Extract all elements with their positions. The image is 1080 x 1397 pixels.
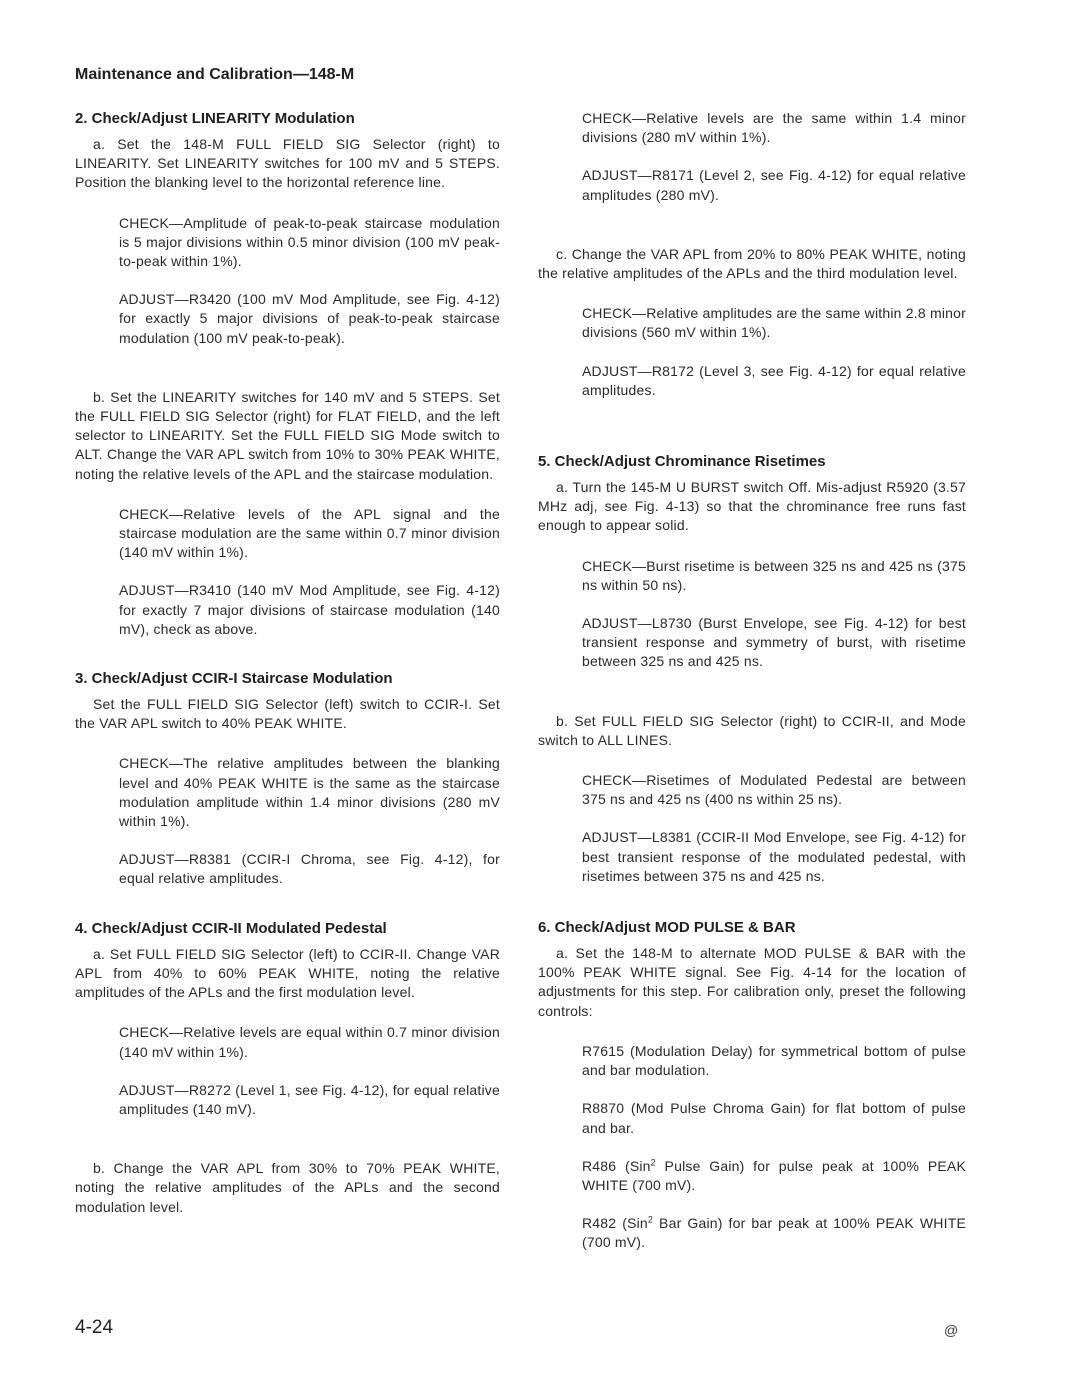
page-number: 4-24 <box>75 1317 114 1338</box>
section-title: 4. Check/Adjust CCIR-II Modulated Pedestal <box>75 919 387 937</box>
step-paragraph: Set the FULL FIELD SIG Selector (left) switch to CCIR-I. Set the VAR APL switch to 40% PEAK WHITE. <box>75 696 500 732</box>
step-paragraph: a. Set the 148-M to alternate MOD PULSE & BAR with the 100% PEAK WHITE signal. See Fig. 4-14 for the location of adjustments for this step. For calibration only, preset the following controls: <box>538 945 966 1019</box>
step-paragraph: a. Set the 148-M FULL FIELD SIG Selector (right) to LINEARITY. Set LINEARITY switches for 100 mV and 5 STEPS. Position the blanking level to the horizontal reference line. <box>75 136 500 191</box>
adjust-paragraph: ADJUST—R3410 (140 mV Mod Amplitude, see Fig. 4-12) for exactly 7 major divisions of staircase modulation (140 mV), check as above. <box>119 582 500 637</box>
step-paragraph: c. Change the VAR APL from 20% to 80% PEAK WHITE, noting the relative amplitudes of the APLs and the third modulation level. <box>538 245 966 282</box>
step-paragraph: a. Turn the 145-M U BURST switch Off. Mis-adjust R5920 (3.57 MHz adj, see Fig. 4-13) so that the chrominance free runs fast enough to appear solid. <box>538 479 966 534</box>
check-paragraph: CHECK—Risetimes of Modulated Pedestal are between 375 ns and 425 ns (400 ns within 25 ns). <box>582 772 966 808</box>
adjust-paragraph: ADJUST—R8172 (Level 3, see Fig. 4-12) for equal relative amplitudes. <box>582 362 966 398</box>
manufacturer-mark: @ <box>944 1322 959 1338</box>
section-chrominance-risetimes <box>538 452 966 886</box>
section-title: 5. Check/Adjust Chrominance Risetimes <box>538 453 826 471</box>
step-paragraph: b. Set the LINEARITY switches for 140 mV and 5 STEPS. Set the FULL FIELD SIG Selector (right) for FLAT FIELD, and the left selector to LINEARITY. Set the FULL FIELD SIG Mode switch to ALT. Change the VAR APL switch from 10% to 30% PEAK WHITE, noting the relative levels of the APL and the staircase modulation. <box>75 388 500 482</box>
check-paragraph: CHECK—Relative levels of the APL signal and the staircase modulation are the same within 0.7 minor division (140 mV within 1%). <box>119 505 500 561</box>
check-paragraph: CHECK—The relative amplitudes between the blanking level and 40% PEAK WHITE is the same as the staircase modulation amplitude within 1.4 minor divisions (280 mV within 1%). <box>119 755 500 830</box>
r482-text-post: Bar Gain) for bar peak at 100% PEAK WHITE (700 mV). <box>582 1215 967 1251</box>
section-ccir-i-staircase <box>75 669 500 889</box>
check-paragraph: CHECK—Burst risetime is between 325 ns and 425 ns (375 ns within 50 ns). <box>582 557 966 593</box>
section-mod-pulse-bar <box>538 918 966 1252</box>
section-ccir-ii-pedestal-continued <box>538 109 966 400</box>
section-title: 6. Check/Adjust MOD PULSE & BAR <box>538 919 796 937</box>
section-title: 2. Check/Adjust LINEARITY Modulation <box>75 110 355 127</box>
section-linearity-modulation <box>75 109 500 639</box>
adjust-paragraph: ADJUST—R8171 (Level 2, see Fig. 4-12) for equal relative amplitudes (280 mV). <box>582 167 966 203</box>
check-paragraph: CHECK—Relative levels are the same within 1.4 minor divisions (280 mV within 1%). <box>582 110 966 146</box>
check-paragraph: CHECK—Relative amplitudes are the same within 2.8 minor divisions (560 mV within 1%). <box>582 305 966 341</box>
control-preset-r482 <box>538 1214 966 1252</box>
adjust-paragraph: ADJUST—R8272 (Level 1, see Fig. 4-12), for equal relative amplitudes (140 mV). <box>119 1081 500 1117</box>
r482-text-pre: R482 (Sin <box>582 1215 648 1232</box>
section-ccir-ii-pedestal <box>75 919 500 1217</box>
control-preset-r7615: R7615 (Modulation Delay) for symmetrical bottom of pulse and bar modulation. <box>582 1042 966 1079</box>
left-column <box>75 109 500 1217</box>
step-paragraph: b. Set FULL FIELD SIG Selector (right) to CCIR-II, and Mode switch to ALL LINES. <box>538 712 966 748</box>
adjust-paragraph: ADJUST—L8730 (Burst Envelope, see Fig. 4-12) for best transient response and symmetry of burst, with risetime between 325 ns and 425 ns. <box>582 615 966 670</box>
page-header: Maintenance and Calibration—148-M <box>75 66 355 83</box>
right-column <box>538 109 966 1253</box>
r486-text-pre: R486 (Sin <box>582 1157 651 1174</box>
adjust-paragraph: ADJUST—R8381 (CCIR-I Chroma, see Fig. 4-12), for equal relative amplitudes. <box>119 851 500 887</box>
adjust-paragraph: ADJUST—R3420 (100 mV Mod Amplitude, see Fig. 4-12) for exactly 5 major divisions of peak-to-peak staircase modulation (100 mV peak-to-peak). <box>119 291 500 346</box>
control-preset-r486 <box>538 1157 966 1195</box>
r486-superscript: 2 <box>650 1157 656 1168</box>
r486-text-post: Pulse Gain) for pulse peak at 100% PEAK WHITE (700 mV). <box>582 1157 966 1193</box>
check-paragraph: CHECK—Amplitude of peak-to-peak staircase modulation is 5 major divisions within 0.5 minor division (100 mV peak-to-peak within 1%). <box>119 214 500 270</box>
section-title: 3. Check/Adjust CCIR-I Staircase Modulation <box>75 670 393 688</box>
step-paragraph: b. Change the VAR APL from 30% to 70% PEAK WHITE, noting the relative amplitudes of the APLs and the second modulation level. <box>75 1160 500 1215</box>
control-preset-r8870: R8870 (Mod Pulse Chroma Gain) for flat bottom of pulse and bar. <box>582 1100 966 1136</box>
r482-superscript: 2 <box>647 1214 654 1225</box>
adjust-paragraph: ADJUST—L8381 (CCIR-II Mod Envelope, see Fig. 4-12) for best transient response of the modulated pedestal, with risetimes between 375 ns and 425 ns. <box>582 829 966 884</box>
step-paragraph: a. Set FULL FIELD SIG Selector (left) to CCIR-II. Change VAR APL from 40% to 60% PEAK WHITE, noting the relative amplitudes of the APLs and the first modulation level. <box>75 945 500 1001</box>
check-paragraph: CHECK—Relative levels are equal within 0.7 minor division (140 mV within 1%). <box>119 1024 500 1060</box>
